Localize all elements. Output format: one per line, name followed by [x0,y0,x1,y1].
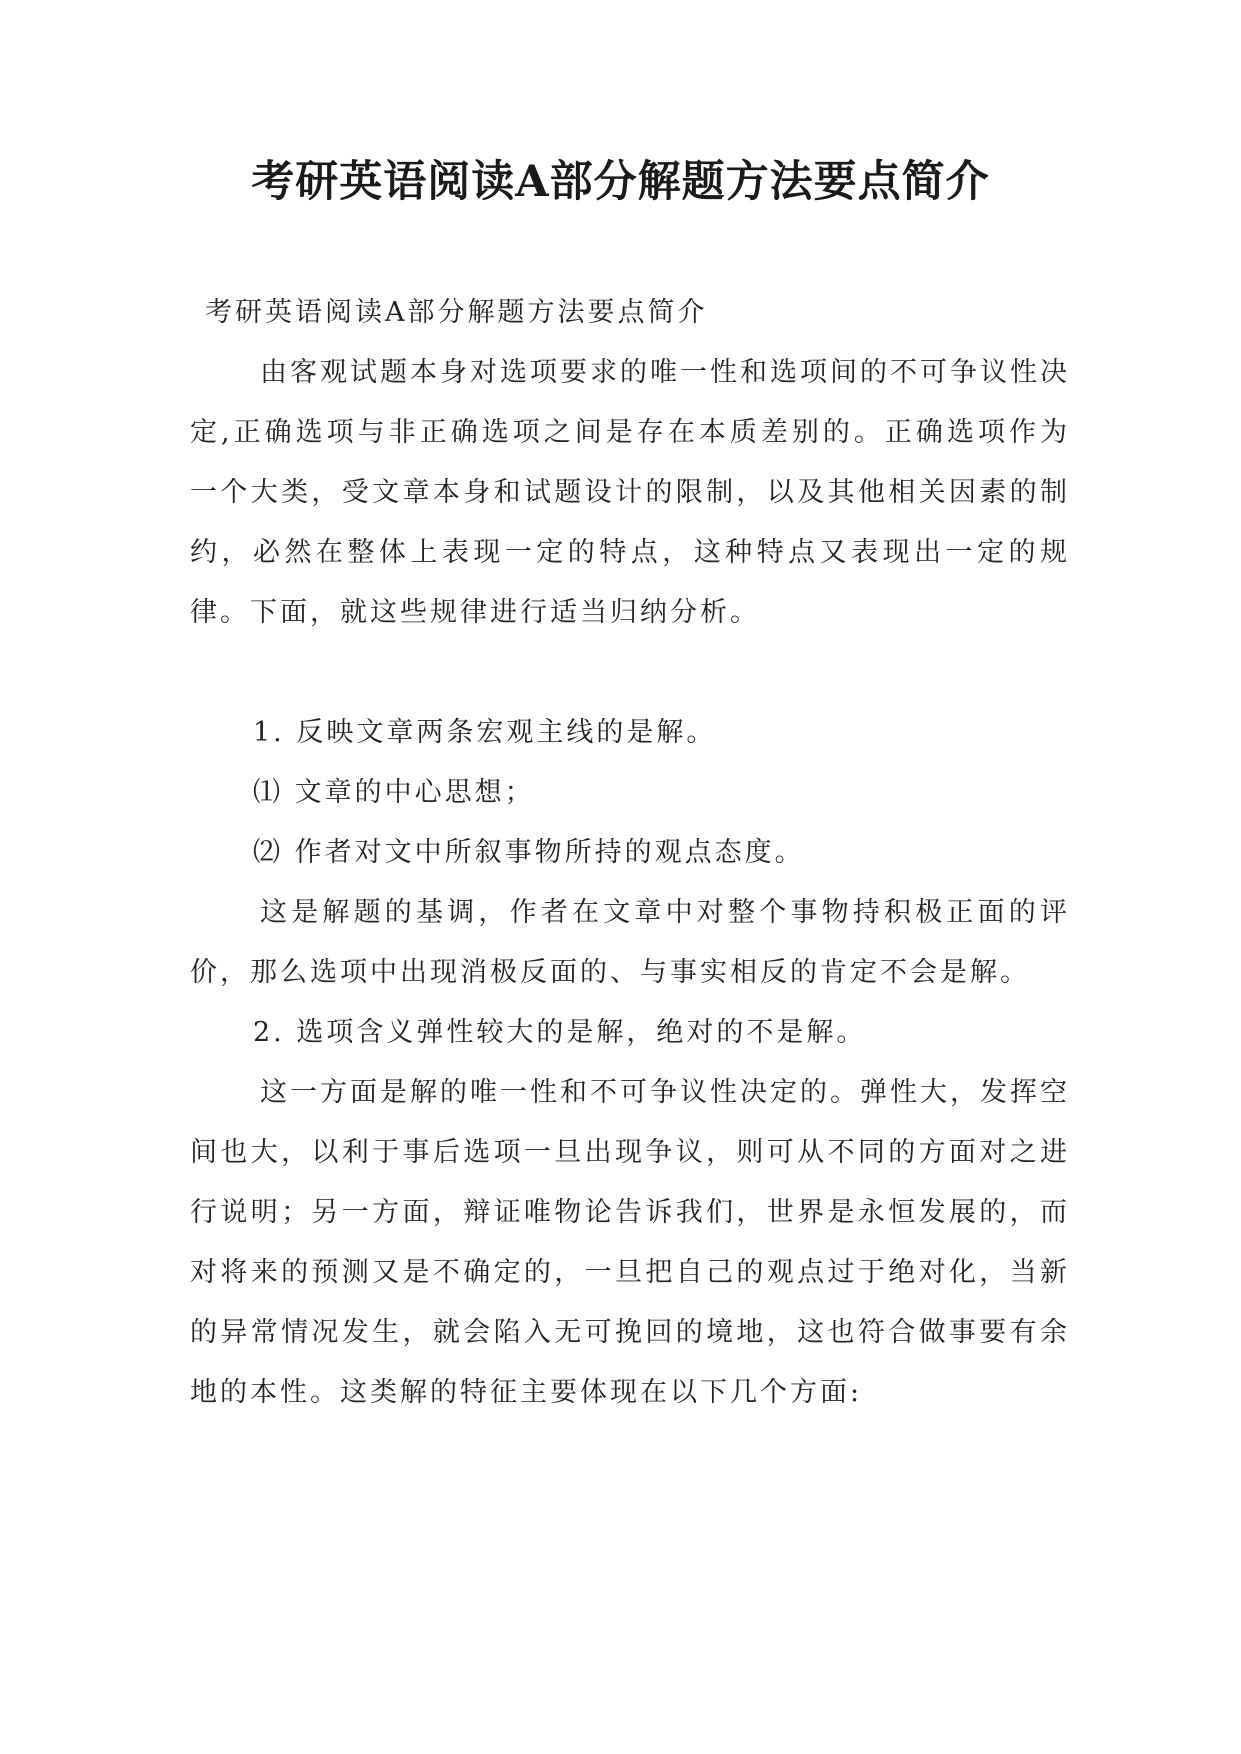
point-2-heading: 2. 选项含义弹性较大的是解，绝对的不是解。 [253,1017,867,1048]
point-1-heading: 1. 反映文章两条宏观主线的是解。 [253,717,717,748]
point-2-paragraph: 这一方面是解的唯一性和不可争议性决定的。弹性大，发挥空间也大，以利于事后选项一旦出现争议，则可从不同的方面对之进行说明；另一方面，辩证唯物论告诉我们，世界是永恒发展的，而对将来的预测又是不确定的，一旦把自己的观点过于绝对化，当新的异常情况发生，就会陷入无可挽回的境地，这也符合做事要有余地的本性。这类解的特征主要体现在以下几个方面: [190,1077,1070,1408]
sub-point-2: ⑵ 作者对文中所叙事物所持的观点态度。 [253,837,805,868]
paragraph-gap [190,643,1070,703]
document-subtitle: 考研英语阅读A部分解题方法要点简介 [205,297,708,328]
document-body [190,283,1070,1423]
document-title: 考研英语阅读A部分解题方法要点简介 [251,157,990,207]
sub-point-1: ⑴ 文章的中心思想； [253,777,535,808]
intro-paragraph: 由客观试题本身对选项要求的唯一性和选项间的不可争议性决定,正确选项与非正确选项之间是存在本质差别的。正确选项作为一个大类，受文章本身和试题设计的限制，以及其他相关因素的制约，必然在整体上表现一定的特点，这种特点又表现出一定的规律。下面，就这些规律进行适当归纳分析。 [190,357,1070,628]
point-1-paragraph: 这是解题的基调，作者在文章中对整个事物持积极正面的评价，那么选项中出现消极反面的、与事实相反的肯定不会是解。 [190,897,1070,988]
